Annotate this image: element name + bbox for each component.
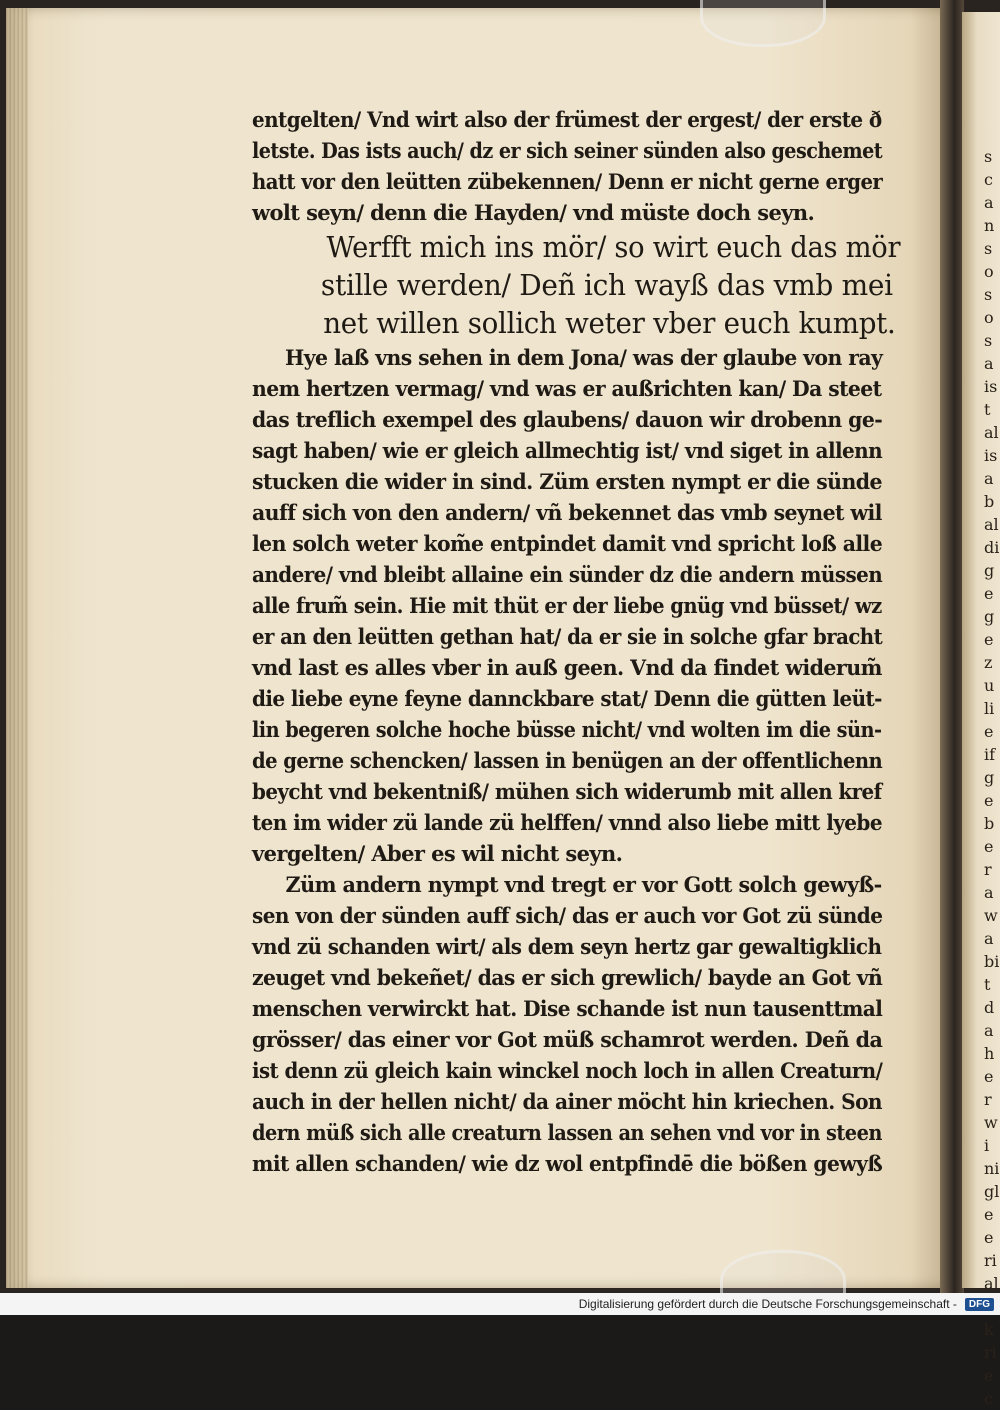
text-line: die liebe eyne feyne dannckbare stat/ Denn die gütten leüt- <box>252 686 882 711</box>
text-line: ist denn zü gleich kain winckel noch loch in allen Creaturn/ <box>252 1058 883 1083</box>
text-line: zeuget vnd bekeñet/ das er sich grewlich/ bayde an Got vñ <box>252 965 883 990</box>
text-line: beycht vnd bekentniß/ mühen sich widerumb mit allen kref <box>252 779 882 804</box>
text-line: len solch weter kom̃e entpindet damit vnd spricht loß alle <box>252 531 883 556</box>
page-text <box>252 104 901 1179</box>
text-line: stucken die wider in sind. Züm ersten nympt er die sünde <box>252 469 882 494</box>
funding-credit: Digitalisierung gefördert durch die Deutsche Forschungsgemeinschaft - <box>578 1297 957 1311</box>
text-line: dern müß sich alle creaturn lassen an sehen vnd vor in steen <box>252 1120 882 1145</box>
text-line: grösser/ das einer vor Got müß schamrot werden. Deñ da <box>252 1027 883 1052</box>
text-line: menschen verwirckt hat. Dise schande ist nun tausenttmal <box>252 996 883 1021</box>
text-line: ten im wider zü lande zü helffen/ vnnd also liebe mitt lyebe <box>252 810 882 835</box>
text-line: nem hertzen vermag/ vnd was er außrichten kan/ Da steet <box>252 376 882 401</box>
text-line: Züm andern nympt vnd tregt er vor Gott solch gewyß- <box>285 872 882 897</box>
quote-heading-line: stille werden/ Deñ ich wayß das vmb mei <box>320 268 893 302</box>
page-stack-edge <box>6 8 28 1288</box>
text-line: letste. Das ists auch/ dz er sich seiner sünden also geschemet <box>252 138 883 163</box>
text-line: auch in der hellen nicht/ da ainer möcht hin kriechen. Son <box>252 1089 883 1114</box>
dfg-logo: DFG <box>965 1298 994 1311</box>
text-line: sagt haben/ wie er gleich allmechtig ist/ vnd siget in allenn <box>252 438 883 463</box>
quote-heading-line: net willen sollich weter vber euch kumpt. <box>323 306 896 340</box>
text-line: vnd zü schanden wirt/ als dem seyn hertz gar gewaltigklich <box>252 934 882 959</box>
text-line: lin begeren solche hoche büsse nicht/ vnd wolten im die sün- <box>252 717 882 742</box>
text-line: er an den leütten gethan hat/ da er sie in solche gfar bracht <box>252 624 883 649</box>
text-line: vergelten/ Aber es wil nicht seyn. <box>252 841 623 866</box>
text-line: entgelten/ Vnd wirt also der frümest der ergest/ der erste ð <box>252 107 882 132</box>
right-page-text-fragments: sc an so so sa ist al is ab al di ge ge zu lie if ge be ra wa bit da her wi ni gle eri al kriec <box>984 147 1000 1408</box>
text-line: das treflich exempel des glaubens/ dauon wir drobenn ge- <box>252 407 883 432</box>
quote-heading-line: Werfft mich ins mör/ so wirt euch das mör <box>326 230 901 264</box>
book-gutter <box>940 0 964 1293</box>
text-line: alle frum̃ sein. Hie mit thüt er der liebe gnüg vnd büsset/ wz <box>252 593 882 618</box>
text-line: vnd last es alles vber in auß geen. Vnd da findet widerum̃ <box>252 655 882 680</box>
text-line: auff sich von den andern/ vñ bekennet das vmb seynet wil <box>252 500 882 525</box>
text-line: wolt seyn/ denn die Hayden/ vnd müste doch seyn. <box>252 200 815 225</box>
text-line: mit allen schanden/ wie dz wol entpfindē die bößen gewyß <box>252 1151 883 1176</box>
text-line: Hye laß vns sehen in dem Jona/ was der glaube von ray <box>285 345 883 370</box>
footer-bar <box>0 1293 1000 1315</box>
text-line: andere/ vnd bleibt allaine ein sünder dz die andern müssen <box>252 562 883 587</box>
text-line: de gerne schencken/ lassen in benügen an der offentlichenn <box>252 748 883 773</box>
text-line: hatt vor den leütten zübekennen/ Denn er nicht gerne erger <box>252 169 883 194</box>
text-line: sen von der sünden auff sich/ das er auch vor Got zü sünde <box>252 903 883 928</box>
